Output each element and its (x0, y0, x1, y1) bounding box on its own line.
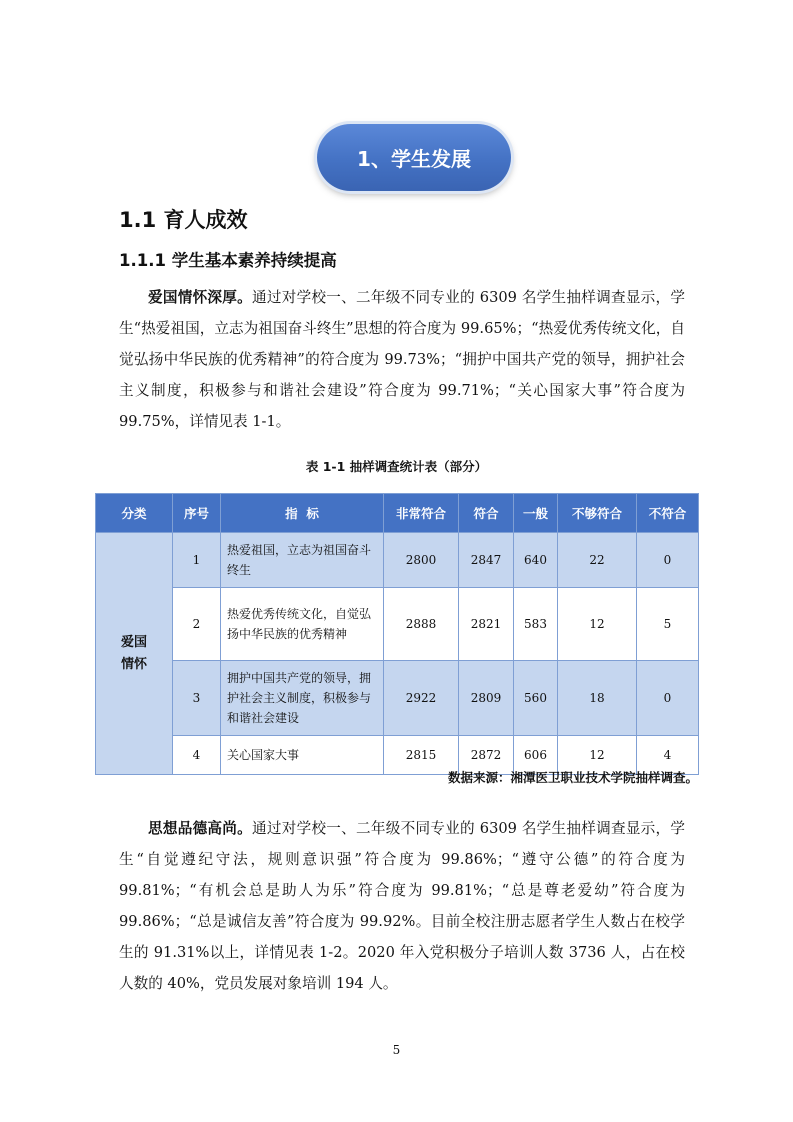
cell-very-match: 2815 (384, 736, 459, 775)
cell-match: 2809 (459, 661, 514, 736)
category-label: 爱国情怀 (120, 634, 147, 672)
cell-neutral: 560 (514, 661, 558, 736)
cell-very-match: 2922 (384, 661, 459, 736)
table-row (96, 661, 699, 736)
cell-indicator: 热爱祖国，立志为祖国奋斗终生 (221, 533, 384, 588)
header-no-match: 不符合 (637, 494, 699, 533)
cell-match: 2847 (459, 533, 514, 588)
table-caption: 表 1-1 抽样调查统计表（部分） (305, 459, 488, 474)
survey-table (95, 493, 699, 775)
cell-no: 4 (173, 736, 221, 775)
paragraph-patriotism (119, 282, 685, 437)
page-number: 5 (392, 1043, 401, 1057)
cell-no: 2 (173, 588, 221, 661)
cell-no-match: 0 (637, 661, 699, 736)
cell-neutral: 606 (514, 736, 558, 775)
header-category: 分类 (96, 494, 173, 533)
cell-weak-match: 12 (558, 736, 637, 775)
paragraph-morality (119, 813, 685, 999)
header-indicator: 指 标 (221, 494, 384, 533)
header-neutral: 一般 (514, 494, 558, 533)
paragraph-lead: 思想品德高尚。 (148, 820, 253, 837)
header-match: 符合 (459, 494, 514, 533)
cell-indicator: 热爱优秀传统文化，自觉弘扬中华民族的优秀精神 (221, 588, 384, 661)
cell-match: 2821 (459, 588, 514, 661)
paragraph-body: 通过对学校一、二年级不同专业的 6309 名学生抽样调查显示，学生“热爱祖国，立志为祖国奋斗终生”思想的符合度为 99.65%；“热爱优秀传统文化，自觉弘扬中华民族的优秀精神”的符合度为 99.73%；“拥护中国共产党的领导，拥护社会主义制度，积极参与和谐社会建设”符合度为 99.71%；“关心国家大事”符合度为 99.75%，详情见表 1-1。 (119, 289, 685, 430)
cell-weak-match: 12 (558, 588, 637, 661)
table-row (96, 588, 699, 661)
cell-no-match: 0 (637, 533, 699, 588)
chapter-title: 1、学生发展 (357, 147, 471, 171)
paragraph-body: 通过对学校一、二年级不同专业的 6309 名学生抽样调查显示，学生“自觉遵纪守法，规则意识强”符合度为 99.86%；“遵守公德”的符合度为 99.81%；“有机会总是助人为乐”符合度为 99.81%；“总是尊老爱幼”符合度为 99.86%；“总是诚信友善”符合度为 99.92%。目前全校注册志愿者学生人数占在校学生的 91.31%以上，详情见表 1-2。2020 年入党积极分子培训人数 3736 人，占在校人数的 40%，党员发展对象培训 194 人。 (119, 820, 685, 992)
subsection-heading: 1.1.1 学生基本素养持续提高 (119, 251, 337, 270)
data-source-note: 数据来源：湘潭医卫职业技术学院抽样调查。 (447, 770, 698, 785)
cell-indicator: 关心国家大事 (221, 736, 384, 775)
table-header-row (96, 494, 699, 533)
cell-very-match: 2888 (384, 588, 459, 661)
chapter-title-banner (317, 124, 511, 191)
cell-no-match: 5 (637, 588, 699, 661)
paragraph-lead: 爱国情怀深厚。 (148, 289, 253, 306)
cell-no-match: 4 (637, 736, 699, 775)
cell-indicator: 拥护中国共产党的领导，拥护社会主义制度，积极参与和谐社会建设 (221, 661, 384, 736)
table-row (96, 533, 699, 588)
cell-neutral: 640 (514, 533, 558, 588)
header-very-match: 非常符合 (384, 494, 459, 533)
cell-weak-match: 18 (558, 661, 637, 736)
category-cell (96, 533, 173, 775)
cell-no: 1 (173, 533, 221, 588)
cell-weak-match: 22 (558, 533, 637, 588)
cell-very-match: 2800 (384, 533, 459, 588)
header-weak-match: 不够符合 (558, 494, 637, 533)
cell-neutral: 583 (514, 588, 558, 661)
header-no: 序号 (173, 494, 221, 533)
cell-no: 3 (173, 661, 221, 736)
cell-match: 2872 (459, 736, 514, 775)
section-heading: 1.1 育人成效 (119, 208, 248, 232)
